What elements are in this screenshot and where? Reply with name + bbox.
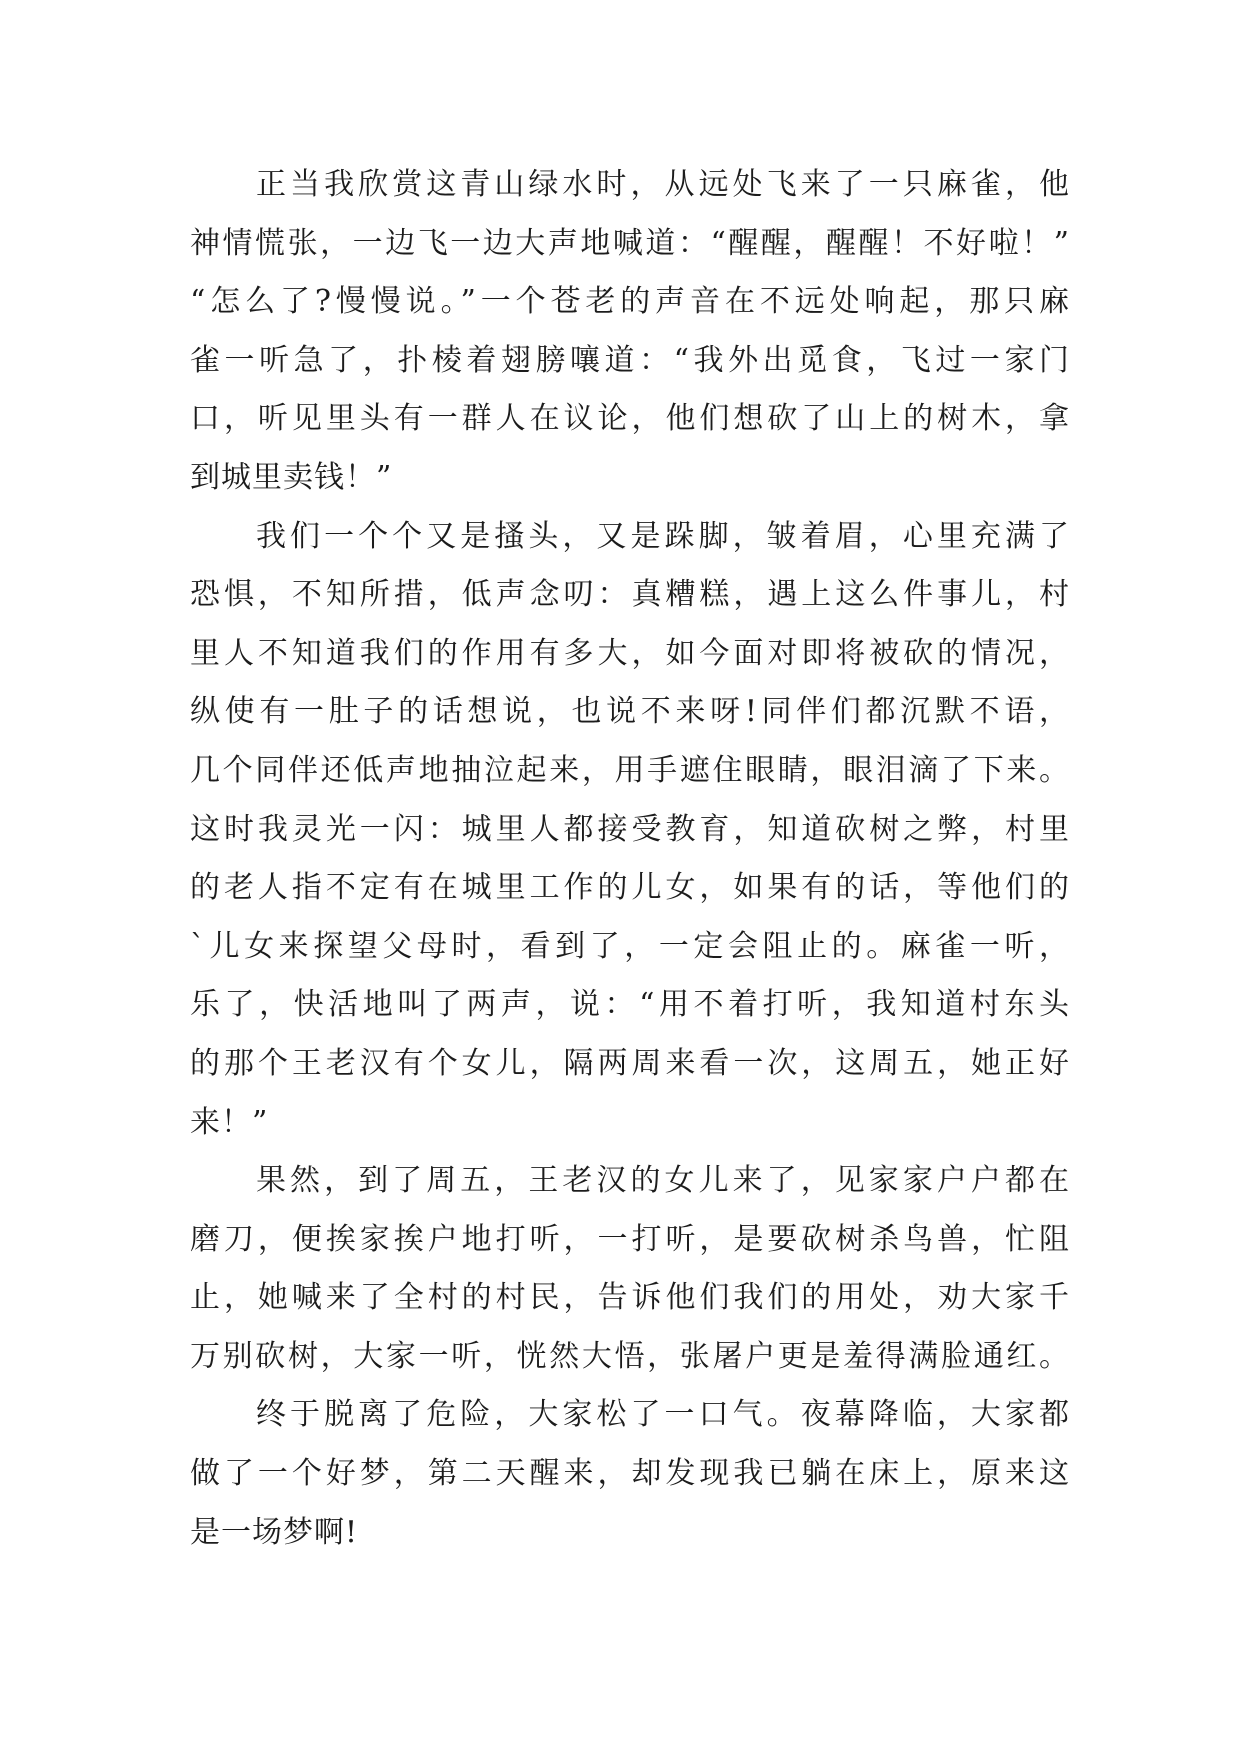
text-line: 止，她喊来了全村的村民，告诉他们我们的用处，劝大家千 — [190, 1280, 1070, 1316]
text-line: 神情慌张，一边飞一边大声地喊道：“醒醒，醒醒！不好啦！” — [190, 225, 1070, 261]
text-line: 纵使有一肚子的话想说，也说不来呀!同伴们都沉默不语， — [190, 694, 1070, 730]
text-line: 这时我灵光一闪：城里人都接受教育，知道砍树之弊，村里 — [190, 811, 1070, 847]
text-line: 里人不知道我们的作用有多大，如今面对即将被砍的情况， — [190, 635, 1070, 671]
text-line: 口，听见里头有一群人在议论，他们想砍了山上的树木，拿 — [190, 401, 1070, 437]
text-line: “怎么了?慢慢说。”一个苍老的声音在不远处响起，那只麻 — [190, 284, 1070, 320]
text-line: 做了一个好梦，第二天醒来，却发现我已躺在床上，原来这 — [190, 1456, 1070, 1492]
text-line: 正当我欣赏这青山绿水时，从远处飞来了一只麻雀，他 — [256, 167, 1070, 202]
text-line: `儿女来探望父母时，看到了，一定会阻止的。麻雀一听， — [190, 928, 1070, 964]
paragraph-4 — [190, 1386, 1070, 1562]
text-line: 终于脱离了危险，大家松了一口气。夜幕降临，大家都 — [256, 1397, 1070, 1433]
text-line: 乐了，快活地叫了两声，说：“用不着打听，我知道村东头 — [190, 987, 1070, 1023]
body-text — [190, 156, 1070, 1562]
text-line: 的老人指不定有在城里工作的儿女，如果有的话，等他们的 — [190, 870, 1070, 906]
text-line: 果然，到了周五，王老汉的女儿来了，见家家户户都在 — [256, 1163, 1070, 1199]
paragraph-3 — [190, 1152, 1070, 1386]
paragraph-2 — [190, 508, 1070, 1153]
text-line: 的那个王老汉有个女儿，隔两周来看一次，这周五，她正好 — [190, 1045, 1070, 1081]
text-line: 到城里卖钱！” — [190, 459, 393, 495]
text-line: 恐惧，不知所措，低声念叨：真糟糕，遇上这么件事儿，村 — [190, 577, 1070, 613]
text-line: 雀一听急了，扑棱着翅膀嚷道：“我外出觅食，飞过一家门 — [190, 342, 1070, 378]
paragraph-1 — [190, 156, 1070, 508]
text-line: 是一场梦啊! — [190, 1514, 359, 1550]
text-line: 我们一个个又是搔头，又是跺脚，皱着眉，心里充满了 — [256, 518, 1070, 554]
text-line: 万别砍树，大家一听，恍然大悟，张屠户更是羞得满脸通红。 — [190, 1338, 1070, 1374]
text-line: 几个同伴还低声地抽泣起来，用手遮住眼睛，眼泪滴了下来。 — [190, 752, 1070, 788]
text-line: 来！” — [190, 1104, 269, 1140]
text-line: 磨刀，便挨家挨户地打听，一打听，是要砍树杀鸟兽，忙阻 — [190, 1221, 1070, 1257]
